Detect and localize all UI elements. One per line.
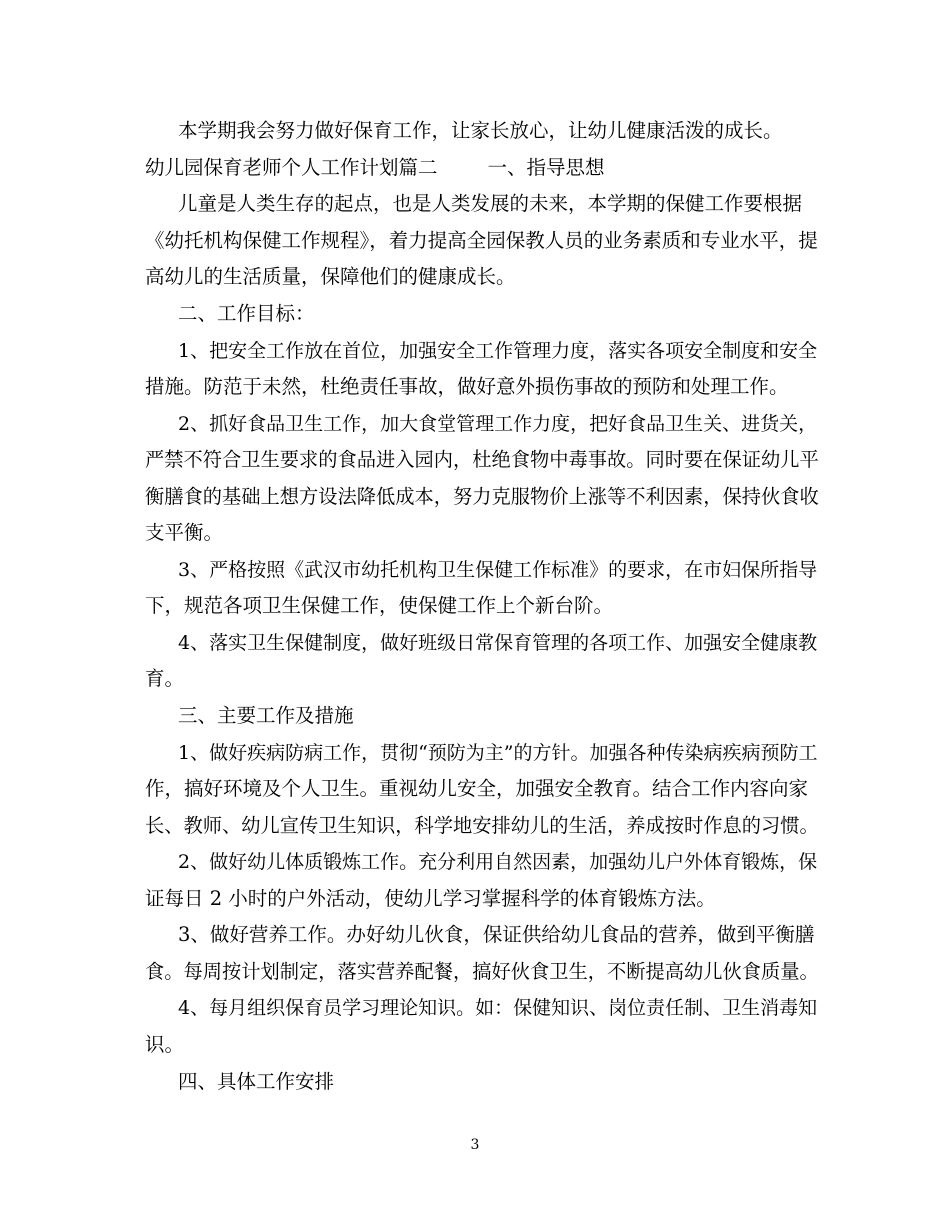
section-heading: 三、主要工作及措施 [178, 704, 354, 727]
paragraph-line: 育。 [145, 667, 185, 690]
paragraph-line: 下，规范各项卫生保健工作，使保健工作上个新台阶。 [145, 594, 614, 617]
paragraph-line: 作，搞好环境及个人卫生。重视幼儿安全，加强安全教育。结合工作内容向家 [145, 777, 809, 800]
section-heading: 四、具体工作安排 [178, 1070, 335, 1093]
paragraph-line: 支平衡。 [145, 521, 224, 544]
paragraph-line: 2、做好幼儿体质锻炼工作。充分利用自然因素，加强幼儿户外体育锻炼，保 [178, 851, 818, 873]
section-heading: 二、工作目标： [178, 302, 315, 325]
paragraph-line: 4、每月组织保育员学习理论知识。如：保健知识、岗位责任制、卫生消毒知 [178, 997, 818, 1019]
paragraph-line: 长、教师、幼儿宣传卫生知识，科学地安排幼儿的生活，养成按时作息的习惯。 [145, 814, 819, 837]
section-heading-line [145, 156, 825, 180]
paragraph-line: 3、做好营养工作。办好幼儿伙食，保证供给幼儿食品的营养，做到平衡膳 [178, 923, 815, 946]
paragraph-line: 食。每周按计划制定，落实营养配餐，搞好伙食卫生，不断提高幼儿伙食质量。 [145, 960, 819, 983]
paragraph-line: 识。 [145, 1033, 185, 1056]
paragraph-line: 1、做好疾病防病工作，贯彻“预防为主”的方针。加强各种传染病疾病预防工 [178, 742, 818, 764]
paragraph-line: 《幼托机构保健工作规程》，着力提高全园保教人员的业务素质和专业水平，提 [145, 229, 818, 252]
paragraph-line: 措施。防范于未然，杜绝责任事故，做好意外损伤事故的预防和处理工作。 [145, 375, 789, 398]
paragraph-line: 1、把安全工作放在首位，加强安全工作管理力度，落实各项安全制度和安全 [178, 340, 818, 362]
paragraph-line: 高幼儿的生活质量，保障他们的健康成长。 [145, 265, 516, 288]
article-title: 幼儿园保育老师个人工作计划篇二 [145, 156, 438, 179]
paragraph-line: 3、严格按照《武汉市幼托机构卫生保健工作标准》的要求，在市妇保所指导 [178, 559, 818, 581]
paragraph-line: 衡膳食的基础上想方设法降低成本，努力克服物价上涨等不利因素，保持伙食收 [145, 485, 819, 508]
paragraph-line: 证每日 2 小时的户外活动，使幼儿学习掌握科学的体育锻炼方法。 [145, 887, 716, 910]
section-heading: 一、指导思想 [487, 156, 605, 179]
paragraph-line: 4、落实卫生保健制度，做好班级日常保育管理的各项工作、加强安全健康教 [178, 632, 818, 654]
paragraph-line: 严禁不符合卫生要求的食品进入园内，杜绝食物中毒事故。同时要在保证幼儿平 [145, 448, 819, 471]
page-number: 3 [470, 1137, 480, 1153]
paragraph-line: 儿童是人类生存的起点，也是人类发展的未来，本学期的保健工作要根据 [178, 192, 803, 215]
paragraph-line: 本学期我会努力做好保育工作，让家长放心，让幼儿健康活泼的成长。 [178, 119, 783, 142]
paragraph-line: 2、抓好食品卫生工作，加大食堂管理工作力度，把好食品卫生关、进货关， [178, 413, 818, 435]
